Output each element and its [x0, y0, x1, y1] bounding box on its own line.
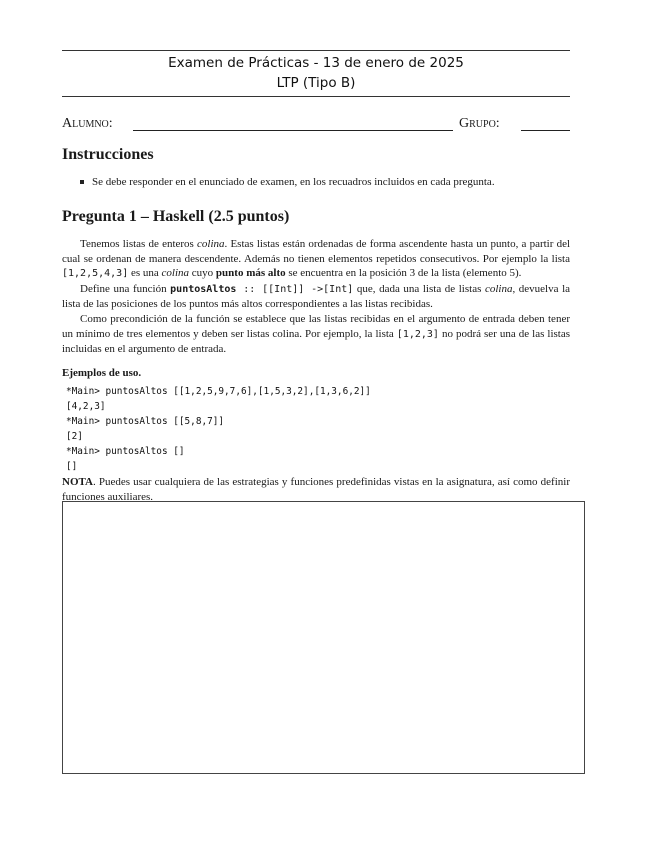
code-line: []: [66, 461, 78, 472]
nota-text: . Puedes usar cualquiera de las estrategias y funciones predefinidas vistas en la asignatura, así como definir funciones auxiliares.: [62, 476, 570, 503]
code-line: [2]: [66, 431, 83, 442]
question-statement: [62, 237, 570, 357]
paragraph-2: Define una función puntosAltos :: [[Int]] ->[Int] que, dada una lista de listas colina, devuelva la lista de las posiciones de los puntos más altos correspondientes a las listas recibidas.: [62, 282, 571, 311]
grupo-field[interactable]: [521, 130, 570, 131]
paragraph-3: Como precondición de la función se establece que las listas recibidas en el argumento de entrada deben tener un mínimo de tres elementos y deben ser listas colina. Por ejemplo, la lista [1,2,3] no podrá ser una de las listas incluidas en el argumento de entrada.: [62, 312, 570, 356]
question-heading: Pregunta 1 – Haskell (2.5 puntos): [62, 208, 290, 225]
instructions-heading: Instrucciones: [62, 146, 154, 163]
code-line: [4,2,3]: [66, 401, 106, 412]
code-line: *Main> puntosAltos []: [66, 446, 185, 457]
examples-heading: Ejemplos de uso.: [62, 367, 142, 379]
top-rule: [62, 50, 570, 51]
alumno-field[interactable]: [133, 130, 453, 131]
paragraph-1: Tenemos listas de enteros colina. Estas listas están ordenadas de forma ascendente hasta un punto, a partir del cual se ordenan de manera descendente. Además no tienen elementos repetidos consecutivos. Por ejemplo la lista [1,2,5,4,3] es una colina cuyo punto más alto se encuentra en la posición 3 de la lista (elemento 5).: [62, 238, 571, 280]
code-line: *Main> puntosAltos [[5,8,7]]: [66, 416, 225, 427]
bottom-rule: [62, 96, 570, 97]
code-line: *Main> puntosAltos [[1,2,5,9,7,6],[1,5,3,2],[1,3,6,2]]: [66, 386, 371, 397]
nota: [62, 475, 570, 504]
instruction-text: Se debe responder en el enunciado de examen, en los recuadros incluidos en cada pregunta.: [92, 176, 495, 188]
alumno-label: Alumno:: [62, 116, 113, 131]
grupo-label: Grupo:: [459, 116, 500, 131]
exam-title: Examen de Prácticas - 13 de enero de 2025: [168, 55, 464, 71]
instructions-item: [62, 176, 570, 188]
nota-label: NOTA: [62, 476, 93, 488]
exam-subtitle: LTP (Tipo B): [276, 75, 356, 91]
answer-box[interactable]: [62, 501, 585, 774]
bullet-icon: [80, 180, 84, 184]
